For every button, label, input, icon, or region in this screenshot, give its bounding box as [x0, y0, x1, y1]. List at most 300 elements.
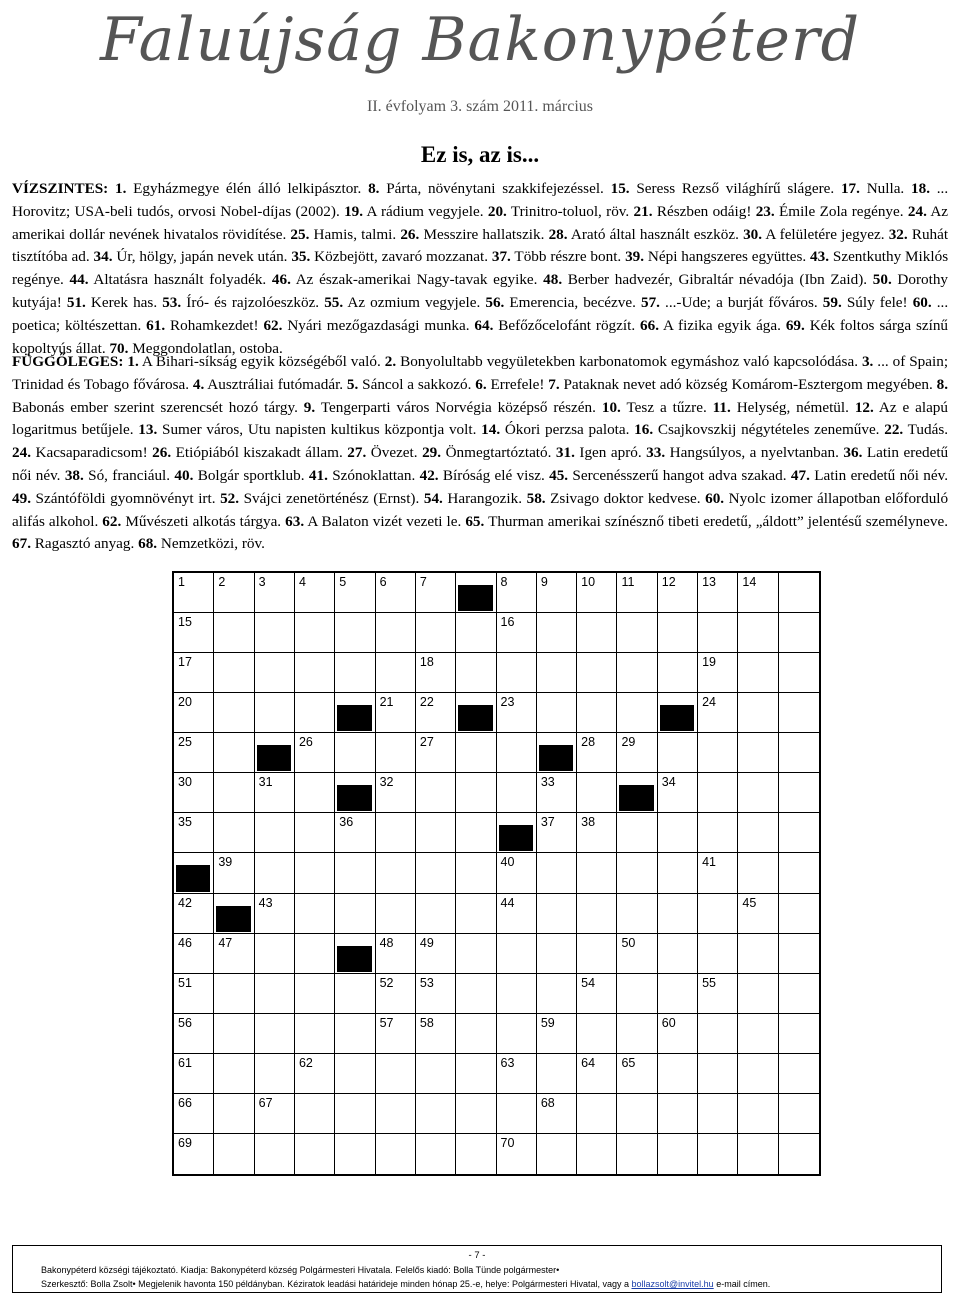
- crossword-cell[interactable]: [214, 573, 254, 613]
- crossword-cell[interactable]: [174, 894, 214, 934]
- crossword-black-cell: [456, 573, 496, 613]
- crossword-cell[interactable]: [174, 733, 214, 773]
- crossword-cell[interactable]: [497, 894, 537, 934]
- cell-number: 13: [702, 575, 716, 589]
- crossword-cell[interactable]: [214, 653, 254, 693]
- crossword-cell[interactable]: [255, 773, 295, 813]
- clue-text: Meggondolatlan, ostoba.: [132, 339, 283, 357]
- crossword-cell[interactable]: [617, 613, 657, 653]
- crossword-cell[interactable]: [255, 693, 295, 733]
- cell-number: 48: [379, 935, 394, 950]
- crossword-cell[interactable]: [255, 573, 295, 613]
- clue-text: Ókori perzsa palota.: [504, 421, 630, 439]
- crossword-cell[interactable]: [174, 573, 214, 613]
- cell-number: 35: [178, 815, 192, 830]
- crossword-cell[interactable]: [376, 1014, 416, 1054]
- clue-text: Ragasztó anyag.: [34, 535, 135, 553]
- cell-number: 7: [419, 575, 427, 589]
- crossword-cell[interactable]: [376, 1094, 416, 1134]
- crossword-cell[interactable]: [577, 773, 617, 813]
- crossword-cell[interactable]: [779, 974, 819, 1014]
- crossword-cell[interactable]: [255, 1014, 295, 1054]
- editor-text-end: e-mail címen.: [713, 1279, 771, 1289]
- crossword-cell[interactable]: [577, 1094, 617, 1134]
- crossword-cell[interactable]: [698, 813, 738, 853]
- crossword-cell[interactable]: [376, 1054, 416, 1094]
- crossword-cell[interactable]: [295, 934, 335, 974]
- crossword-cell[interactable]: [698, 974, 738, 1014]
- crossword-cell[interactable]: [295, 974, 335, 1014]
- crossword-cell[interactable]: [456, 613, 496, 653]
- crossword-cell[interactable]: [779, 773, 819, 813]
- clue-number: 30.: [743, 225, 763, 243]
- crossword-cell[interactable]: [376, 773, 416, 813]
- cell-number: 41: [702, 855, 716, 870]
- crossword-cell[interactable]: [456, 934, 496, 974]
- crossword-cell[interactable]: [497, 573, 537, 613]
- crossword-cell[interactable]: [537, 1014, 577, 1054]
- crossword-cell[interactable]: [617, 894, 657, 934]
- crossword-cell[interactable]: [295, 894, 335, 934]
- crossword-cell[interactable]: [738, 653, 778, 693]
- crossword-cell[interactable]: [255, 653, 295, 693]
- crossword-cell[interactable]: [497, 1134, 537, 1174]
- crossword-cell[interactable]: [577, 894, 617, 934]
- crossword-cell[interactable]: [617, 733, 657, 773]
- crossword-cell[interactable]: [658, 853, 698, 893]
- crossword-cell[interactable]: [658, 1054, 698, 1094]
- crossword-cell[interactable]: [456, 974, 496, 1014]
- crossword-cell[interactable]: [497, 934, 537, 974]
- crossword-cell[interactable]: [779, 853, 819, 893]
- clue-number: 28.: [548, 225, 568, 243]
- clue-text: Zsivago doktor kedvese.: [550, 489, 701, 507]
- crossword-cell[interactable]: [577, 693, 617, 733]
- crossword-cell[interactable]: [779, 813, 819, 853]
- crossword-cell[interactable]: [497, 1014, 537, 1054]
- crossword-cell[interactable]: [658, 1134, 698, 1174]
- crossword-cell[interactable]: [738, 613, 778, 653]
- crossword-cell[interactable]: [335, 653, 375, 693]
- crossword-cell[interactable]: [537, 653, 577, 693]
- crossword-cell[interactable]: [255, 1054, 295, 1094]
- crossword-black-cell: [497, 813, 537, 853]
- crossword-cell[interactable]: [376, 813, 416, 853]
- crossword-cell[interactable]: [335, 974, 375, 1014]
- crossword-cell[interactable]: [698, 894, 738, 934]
- crossword-cell[interactable]: [698, 853, 738, 893]
- crossword-cell[interactable]: [738, 894, 778, 934]
- crossword-cell[interactable]: [537, 853, 577, 893]
- crossword-cell[interactable]: [537, 813, 577, 853]
- cell-number: 20: [178, 695, 192, 710]
- crossword-cell[interactable]: [376, 934, 416, 974]
- cell-number: 38: [581, 815, 596, 830]
- clue-number: 20.: [487, 202, 507, 220]
- clue-text: Súly fele!: [846, 293, 908, 311]
- crossword-cell[interactable]: [214, 733, 254, 773]
- cell-number: 43: [258, 895, 273, 910]
- crossword-cell[interactable]: [456, 773, 496, 813]
- crossword-cell[interactable]: [214, 1014, 254, 1054]
- crossword-cell[interactable]: [335, 1094, 375, 1134]
- crossword-cell[interactable]: [779, 733, 819, 773]
- crossword-cell[interactable]: [214, 1134, 254, 1174]
- cell-number: 36: [339, 815, 354, 830]
- crossword-cell[interactable]: [779, 1054, 819, 1094]
- crossword-cell[interactable]: [617, 693, 657, 733]
- crossword-cell[interactable]: [214, 813, 254, 853]
- crossword-cell[interactable]: [335, 573, 375, 613]
- crossword-cell[interactable]: [497, 773, 537, 813]
- crossword-cell[interactable]: [658, 934, 698, 974]
- crossword-cell[interactable]: [335, 894, 375, 934]
- crossword-cell[interactable]: [779, 613, 819, 653]
- crossword-cell[interactable]: [295, 693, 335, 733]
- crossword-cell[interactable]: [456, 1054, 496, 1094]
- clue-number: 35.: [291, 248, 311, 266]
- crossword-cell[interactable]: [738, 934, 778, 974]
- crossword-cell[interactable]: [376, 894, 416, 934]
- crossword-cell[interactable]: [376, 1134, 416, 1174]
- clue-number: 23.: [755, 202, 775, 220]
- crossword-cell[interactable]: [537, 934, 577, 974]
- crossword-cell[interactable]: [738, 733, 778, 773]
- crossword-cell[interactable]: [416, 1134, 456, 1174]
- crossword-cell[interactable]: [779, 934, 819, 974]
- clue-text: Kacsaparadicsom!: [35, 444, 148, 462]
- crossword-cell[interactable]: [295, 1134, 335, 1174]
- crossword-cell[interactable]: [658, 1014, 698, 1054]
- crossword-cell[interactable]: [295, 853, 335, 893]
- crossword-cell[interactable]: [617, 653, 657, 693]
- crossword-cell[interactable]: [738, 573, 778, 613]
- crossword-cell[interactable]: [738, 1054, 778, 1094]
- cell-number: 18: [419, 655, 434, 670]
- crossword-cell[interactable]: [658, 1094, 698, 1134]
- crossword-cell[interactable]: [416, 1054, 456, 1094]
- crossword-cell[interactable]: [174, 773, 214, 813]
- crossword-cell[interactable]: [658, 613, 698, 653]
- crossword-cell[interactable]: [658, 573, 698, 613]
- crossword-cell[interactable]: [658, 813, 698, 853]
- clue-text: Errefele!: [490, 375, 545, 393]
- crossword-cell[interactable]: [214, 853, 254, 893]
- crossword-cell[interactable]: [779, 1134, 819, 1174]
- crossword-cell[interactable]: [174, 1094, 214, 1134]
- crossword-cell[interactable]: [214, 934, 254, 974]
- crossword-cell[interactable]: [456, 1134, 496, 1174]
- crossword-cell[interactable]: [779, 1094, 819, 1134]
- crossword-cell[interactable]: [497, 1054, 537, 1094]
- crossword-cell[interactable]: [497, 853, 537, 893]
- crossword-cell[interactable]: [577, 974, 617, 1014]
- crossword-cell[interactable]: [416, 974, 456, 1014]
- crossword-cell[interactable]: [416, 573, 456, 613]
- crossword-cell[interactable]: [335, 733, 375, 773]
- crossword-cell[interactable]: [174, 974, 214, 1014]
- crossword-cell[interactable]: [698, 934, 738, 974]
- crossword-cell[interactable]: [577, 853, 617, 893]
- crossword-cell[interactable]: [577, 733, 617, 773]
- crossword-cell[interactable]: [255, 934, 295, 974]
- crossword-cell[interactable]: [295, 613, 335, 653]
- crossword-cell[interactable]: [335, 1054, 375, 1094]
- crossword-cell[interactable]: [617, 813, 657, 853]
- crossword-cell[interactable]: [658, 733, 698, 773]
- clue-number: 38.: [64, 466, 84, 484]
- crossword-cell[interactable]: [174, 1134, 214, 1174]
- crossword-cell[interactable]: [537, 693, 577, 733]
- clue-number: 34.: [93, 248, 113, 266]
- cell-number: 37: [540, 815, 555, 830]
- clue-text: Író- és rajzolóeszköz.: [186, 293, 320, 311]
- crossword-cell[interactable]: [577, 653, 617, 693]
- crossword-cell[interactable]: [174, 1014, 214, 1054]
- cell-number: 64: [581, 1055, 596, 1070]
- crossword-cell[interactable]: [416, 1014, 456, 1054]
- crossword-cell[interactable]: [577, 613, 617, 653]
- clue-number: 26.: [400, 225, 420, 243]
- crossword-cell[interactable]: [658, 773, 698, 813]
- crossword-cell[interactable]: [416, 733, 456, 773]
- crossword-cell[interactable]: [335, 1014, 375, 1054]
- editor-line: [41, 1279, 770, 1289]
- clue-number: 13.: [138, 421, 158, 439]
- crossword-cell[interactable]: [617, 573, 657, 613]
- crossword-cell[interactable]: [416, 653, 456, 693]
- crossword-cell[interactable]: [214, 693, 254, 733]
- crossword-cell[interactable]: [214, 613, 254, 653]
- crossword-cell[interactable]: [456, 1094, 496, 1134]
- clue-text: Só, franciául.: [88, 466, 171, 484]
- crossword-cell[interactable]: [416, 613, 456, 653]
- crossword-cell[interactable]: [577, 573, 617, 613]
- crossword-cell[interactable]: [295, 733, 335, 773]
- clue-number: 67.: [12, 535, 31, 553]
- crossword-cell[interactable]: [255, 974, 295, 1014]
- crossword-cell[interactable]: [698, 653, 738, 693]
- crossword-cell[interactable]: [658, 894, 698, 934]
- crossword-cell[interactable]: [416, 693, 456, 733]
- cell-number: 55: [702, 975, 716, 990]
- crossword-cell[interactable]: [698, 1054, 738, 1094]
- clue-number: 19.: [344, 202, 364, 220]
- crossword-cell[interactable]: [255, 1094, 295, 1134]
- clue-number: 43.: [810, 248, 830, 266]
- crossword-cell[interactable]: [174, 1054, 214, 1094]
- clue-number: 63.: [285, 512, 305, 530]
- crossword-cell[interactable]: [335, 853, 375, 893]
- crossword-cell[interactable]: [376, 573, 416, 613]
- crossword-cell[interactable]: [537, 1134, 577, 1174]
- crossword-cell[interactable]: [456, 653, 496, 693]
- crossword-cell[interactable]: [617, 974, 657, 1014]
- crossword-cell[interactable]: [214, 773, 254, 813]
- crossword-cell[interactable]: [295, 1094, 335, 1134]
- crossword-cell[interactable]: [617, 1054, 657, 1094]
- down-clues: [12, 351, 948, 556]
- clue-number: 10.: [601, 398, 621, 416]
- cell-number: 28: [581, 735, 596, 750]
- crossword-cell[interactable]: [255, 1134, 295, 1174]
- crossword-cell[interactable]: [537, 773, 577, 813]
- crossword-cell[interactable]: [416, 934, 456, 974]
- crossword-cell[interactable]: [416, 813, 456, 853]
- crossword-cell[interactable]: [335, 613, 375, 653]
- crossword-cell[interactable]: [174, 693, 214, 733]
- crossword-cell[interactable]: [174, 813, 214, 853]
- crossword-cell[interactable]: [537, 1054, 577, 1094]
- email-link[interactable]: bollazsolt@invitel.hu: [631, 1279, 714, 1289]
- clue-text: Népi hangszeres együttes.: [647, 248, 807, 266]
- crossword-cell[interactable]: [295, 813, 335, 853]
- clue-text: Hamis, talmi.: [313, 225, 397, 243]
- clue-number: 6.: [475, 375, 487, 393]
- page-number: - 7 -: [468, 1250, 486, 1261]
- crossword-cell[interactable]: [577, 1134, 617, 1174]
- clue-number: 12.: [854, 398, 874, 416]
- cell-number: 58: [419, 1015, 434, 1030]
- crossword-cell[interactable]: [779, 693, 819, 733]
- crossword-cell[interactable]: [416, 773, 456, 813]
- crossword-cell[interactable]: [376, 974, 416, 1014]
- crossword-cell[interactable]: [497, 733, 537, 773]
- clue-text: Tesz a tűzre.: [626, 398, 707, 416]
- crossword-cell[interactable]: [214, 1094, 254, 1134]
- crossword-cell[interactable]: [335, 813, 375, 853]
- clue-number: 5.: [346, 375, 359, 393]
- crossword-cell[interactable]: [779, 1014, 819, 1054]
- crossword-cell[interactable]: [255, 613, 295, 653]
- crossword-cell[interactable]: [214, 974, 254, 1014]
- crossword-cell[interactable]: [456, 1014, 496, 1054]
- crossword-cell[interactable]: [738, 813, 778, 853]
- crossword-cell[interactable]: [698, 733, 738, 773]
- clue-text: Bíróság elé visz.: [442, 466, 545, 484]
- crossword-cell[interactable]: [295, 773, 335, 813]
- cell-number: 67: [258, 1095, 273, 1110]
- clue-text: Egyházmegye élén álló lelkipásztor.: [133, 180, 362, 197]
- crossword-cell[interactable]: [416, 894, 456, 934]
- crossword-cell[interactable]: [456, 733, 496, 773]
- crossword-cell[interactable]: [658, 653, 698, 693]
- clue-text: Messzire hallatszik.: [423, 225, 545, 243]
- crossword-cell[interactable]: [497, 693, 537, 733]
- clue-text: Ruhát tisztítóba ad.: [12, 225, 949, 266]
- crossword-cell[interactable]: [456, 894, 496, 934]
- crossword-cell[interactable]: [617, 1134, 657, 1174]
- crossword-cell[interactable]: [537, 613, 577, 653]
- crossword-cell[interactable]: [698, 773, 738, 813]
- crossword-cell[interactable]: [497, 974, 537, 1014]
- crossword-cell[interactable]: [577, 1054, 617, 1094]
- clue-number: 2.: [384, 353, 397, 370]
- crossword-cell[interactable]: [779, 653, 819, 693]
- crossword-cell[interactable]: [738, 1014, 778, 1054]
- crossword-cell[interactable]: [214, 1054, 254, 1094]
- crossword-cell[interactable]: [497, 1094, 537, 1134]
- crossword-cell[interactable]: [376, 853, 416, 893]
- cell-number: 9: [540, 575, 548, 589]
- clue-text: Nemzetközi, röv.: [160, 535, 265, 553]
- clue-number: 68.: [138, 535, 158, 553]
- crossword-cell[interactable]: [779, 573, 819, 613]
- crossword-black-cell: [214, 894, 254, 934]
- crossword-cell[interactable]: [698, 1014, 738, 1054]
- crossword-cell[interactable]: [698, 1094, 738, 1134]
- cell-number: 50: [621, 935, 636, 950]
- cell-number: 70: [500, 1135, 515, 1150]
- crossword-cell[interactable]: [376, 733, 416, 773]
- crossword-cell[interactable]: [698, 613, 738, 653]
- crossword-cell[interactable]: [255, 813, 295, 853]
- crossword-cell[interactable]: [537, 573, 577, 613]
- crossword-cell[interactable]: [537, 1094, 577, 1134]
- crossword-cell[interactable]: [738, 853, 778, 893]
- crossword-cell[interactable]: [698, 693, 738, 733]
- crossword-cell[interactable]: [577, 934, 617, 974]
- crossword-cell[interactable]: [738, 773, 778, 813]
- clue-text: Latin eredetű női név.: [12, 444, 949, 484]
- crossword-cell[interactable]: [577, 1014, 617, 1054]
- crossword-black-cell: [456, 693, 496, 733]
- clue-number: 51.: [66, 293, 86, 311]
- crossword-cell[interactable]: [497, 653, 537, 693]
- crossword-cell[interactable]: [295, 573, 335, 613]
- crossword-cell[interactable]: [295, 653, 335, 693]
- crossword-cell[interactable]: [617, 934, 657, 974]
- crossword-cell[interactable]: [617, 1094, 657, 1134]
- crossword-cell[interactable]: [255, 894, 295, 934]
- crossword-cell[interactable]: [376, 613, 416, 653]
- crossword-cell[interactable]: [537, 974, 577, 1014]
- crossword-cell[interactable]: [295, 1054, 335, 1094]
- crossword-cell[interactable]: [738, 693, 778, 733]
- crossword-cell[interactable]: [779, 894, 819, 934]
- crossword-cell[interactable]: [376, 653, 416, 693]
- crossword-cell[interactable]: [416, 1094, 456, 1134]
- crossword-cell[interactable]: [617, 1014, 657, 1054]
- crossword-cell[interactable]: [738, 1094, 778, 1134]
- crossword-cell[interactable]: [255, 853, 295, 893]
- clue-number: 56.: [485, 293, 505, 311]
- clue-number: 58.: [526, 489, 546, 507]
- crossword-cell[interactable]: [174, 934, 214, 974]
- crossword-cell[interactable]: [174, 613, 214, 653]
- crossword-cell[interactable]: [537, 894, 577, 934]
- crossword-cell[interactable]: [577, 813, 617, 853]
- clue-number: 22.: [884, 421, 904, 439]
- crossword-cell[interactable]: [738, 974, 778, 1014]
- crossword-cell[interactable]: [174, 653, 214, 693]
- crossword-cell[interactable]: [698, 573, 738, 613]
- clue-number: 24.: [907, 202, 927, 220]
- crossword-cell[interactable]: [497, 613, 537, 653]
- crossword-cell[interactable]: [376, 693, 416, 733]
- crossword-cell[interactable]: [738, 1134, 778, 1174]
- crossword-cell[interactable]: [456, 853, 496, 893]
- crossword-cell[interactable]: [456, 813, 496, 853]
- crossword-cell[interactable]: [658, 974, 698, 1014]
- crossword-cell[interactable]: [617, 853, 657, 893]
- crossword-cell[interactable]: [295, 1014, 335, 1054]
- clue-text: Tengerparti város Norvégia középső részén.: [320, 398, 596, 416]
- crossword-cell[interactable]: [416, 853, 456, 893]
- crossword-cell[interactable]: [335, 1134, 375, 1174]
- crossword-cell[interactable]: [698, 1134, 738, 1174]
- cell-number: 34: [661, 775, 676, 790]
